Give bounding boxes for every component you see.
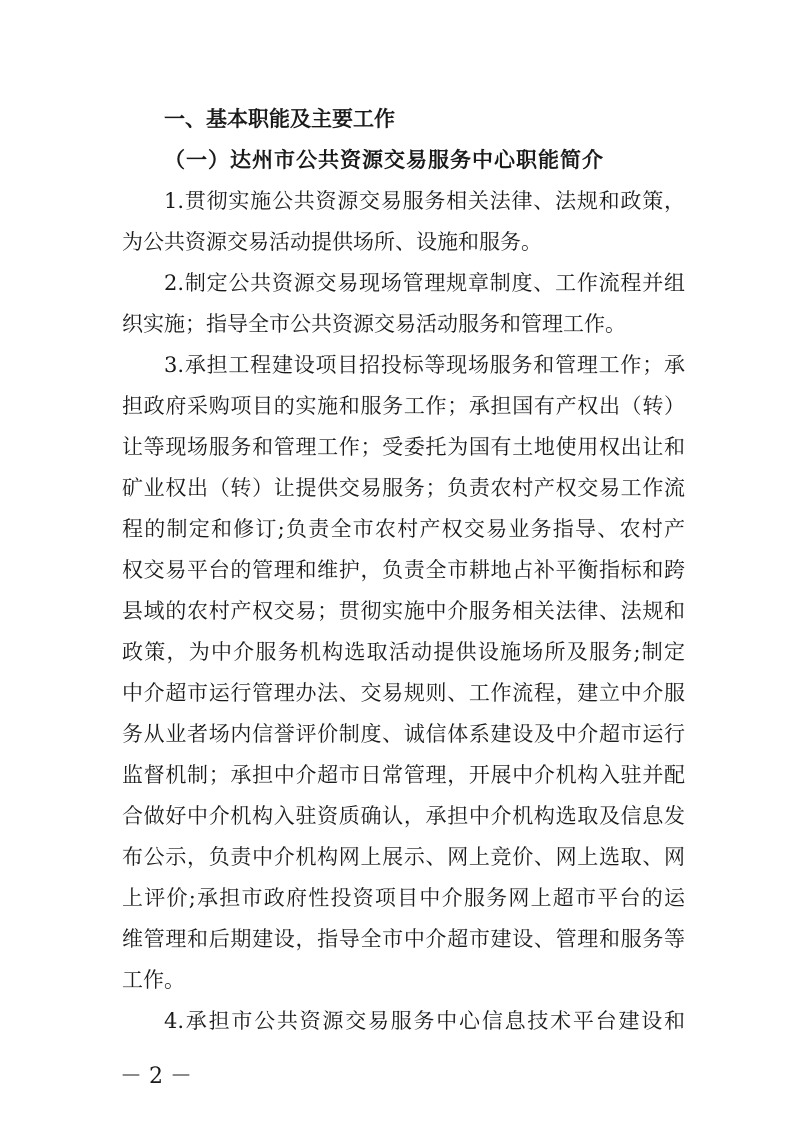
paragraph-line: 为公共资源交易活动提供场所、设施和服务。 [122, 230, 542, 254]
paragraph-line: 维管理和后期建设，指导全市中介超市建设、管理和服务等 [122, 927, 685, 951]
page-number: － 2 － [120, 1064, 192, 1089]
paragraph-line: 布公示，负责中介机构网上展示、网上竞价、网上选取、网 [122, 845, 685, 869]
paragraph-line: 担政府采购项目的实施和服务工作；承担国有产权出（转） [122, 394, 685, 418]
paragraph-line: 织实施；指导全市公共资源交易活动服务和管理工作。 [122, 312, 626, 336]
paragraph-line: 让等现场服务和管理工作；受委托为国有土地使用权出让和 [122, 435, 685, 459]
paragraph-line: 矿业权出（转）让提供交易服务；负责农村产权交易工作流 [122, 476, 685, 500]
paragraph-line: 政策，为中介服务机构选取活动提供设施场所及服务;制定 [122, 640, 685, 664]
section-heading: 一、基本职能及主要工作 [164, 107, 395, 131]
paragraph-line: 4.承担市公共资源交易服务中心信息技术平台建设和 [164, 1009, 685, 1033]
paragraph-line: 监督机制；承担中介超市日常管理，开展中介机构入驻并配 [122, 763, 685, 787]
paragraph-line: 3.承担工程建设项目招投标等现场服务和管理工作；承 [164, 353, 685, 377]
paragraph-line: 权交易平台的管理和维护，负责全市耕地占补平衡指标和跨 [122, 558, 685, 582]
paragraph-line: 上评价;承担市政府性投资项目中介服务网上超市平台的运 [122, 886, 685, 910]
paragraph-line: 1.贯彻实施公共资源交易服务相关法律、法规和政策， [164, 189, 685, 213]
paragraph-line: 合做好中介机构入驻资质确认，承担中介机构选取及信息发 [122, 804, 685, 828]
subsection-heading: （一）达州市公共资源交易服务中心职能简介 [164, 148, 604, 172]
paragraph-line: 工作。 [122, 968, 185, 992]
paragraph-line: 2.制定公共资源交易现场管理规章制度、工作流程并组 [164, 271, 685, 295]
paragraph-line: 中介超市运行管理办法、交易规则、工作流程，建立中介服 [122, 681, 685, 705]
paragraph-line: 程的制定和修订;负责全市农村产权交易业务指导、农村产 [122, 517, 685, 541]
paragraph-line: 务从业者场内信誉评价制度、诚信体系建设及中介超市运行 [122, 722, 685, 746]
paragraph-line: 县域的农村产权交易；贯彻实施中介服务相关法律、法规和 [122, 599, 685, 623]
